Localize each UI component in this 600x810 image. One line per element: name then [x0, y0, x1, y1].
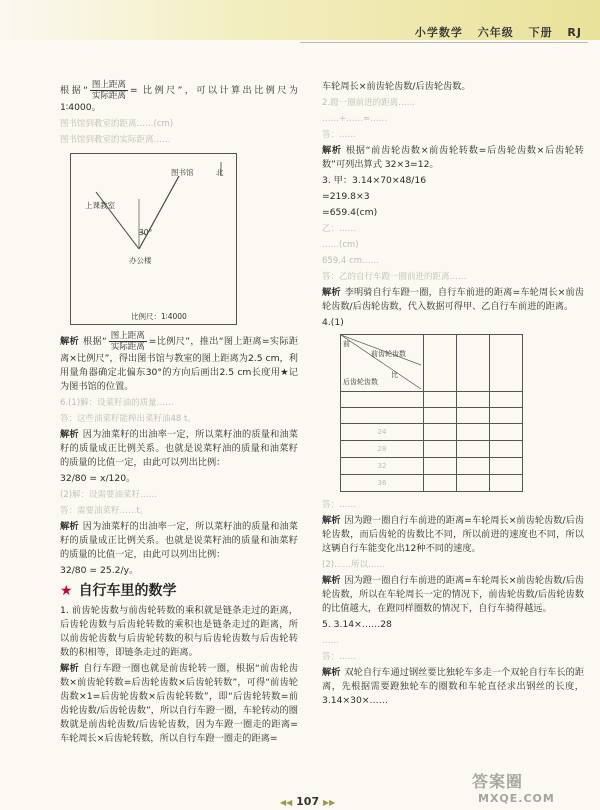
faint-line: 答：乙的自行车蹬一圈前进的距离…… [322, 272, 467, 282]
faint-line: 图书馆到教室的距离……(cm) [60, 119, 174, 129]
page-header [405, 26, 582, 40]
fraction: $\frac{\text{图上距离}}{\text{实际距离}}$ [91, 80, 126, 101]
header-grade: 六年级 [477, 26, 514, 39]
fraction: $\frac{\text{图上距离}}{\text{实际距离}}$ [110, 331, 145, 352]
right-line-5: 5. 3.14×……28 [322, 619, 392, 630]
table-ratio: 比 [391, 371, 398, 379]
right-column [322, 80, 584, 710]
header-term: 下册 [528, 26, 553, 39]
faint-line: …… [322, 636, 339, 646]
star-icon: ★ [60, 583, 73, 599]
right-line-3: =659.4(cm) [322, 207, 378, 218]
table-cell [424, 335, 457, 392]
faint-line: (2)……所以…… [322, 560, 386, 570]
header-edition: RJ [567, 26, 582, 39]
label-north: 北 [216, 168, 224, 177]
faint-line: 答：…… [322, 130, 357, 140]
right-line-4: 4.(1) [322, 317, 344, 328]
section-title: ★ 自行车里的数学 [60, 583, 177, 599]
faint-line: 图书馆到教室的实际距离…… [60, 135, 171, 145]
analysis-r5: 解析 双轮自行车通过钢丝要比独轮车多走一个双轮自行车长的距离，先根据需要蹬独轮车的圈数和车轮直径求出钢丝的长度，3.14×30×…… [322, 667, 585, 706]
analysis-1: 解析 根据“ $\frac{\text{图上距离}}{\text{实际距离}}$ =比例尺”，推出“图上距离=实际距离×比例尺”，得出图书馆与教室的图上距离为2.5 cm，利用量角器确定北偏东30°的方向后画出2.5 cm长度用★记为图书馆的位置。 [60, 331, 299, 392]
analysis-label: 解析 [322, 287, 341, 298]
analysis-label: 解析 [60, 521, 79, 532]
analysis-label: 解析 [60, 663, 80, 674]
prev-arrow-icon: ◀◀ [280, 798, 293, 807]
analysis-3: 解析 因为油菜籽的出油率一定，所以菜籽油的质量和油菜籽的质量成正比例关系。也就是说菜籽油的质量和油菜籽的质量的比值一定，由此可以列出比例： [60, 521, 298, 560]
table-row-label: 28 [341, 441, 424, 458]
left-column [60, 80, 298, 748]
analysis-r2: 解析 李明骑自行车蹬一圈，自行车前进的距离=车轮周长×前齿轮齿数/后齿轮齿数，代入数据可得甲、乙自行车前进的距离。 [322, 287, 584, 312]
analysis-r3: 解析 因为蹬一圈自行车前进的距离=车轮周长×前齿轮齿数/后齿轮齿数，而后齿轮的齿数比不同，所以前进的速度也不同，所以这辆自行车能变化出12种不同的速度。 [322, 515, 584, 554]
right-line-1: 3. 甲：3.14×70×48/16 [322, 175, 427, 186]
analysis-label: 解析 [322, 145, 342, 156]
faint-line: ……÷……≈…… [322, 114, 388, 124]
table-front-teeth: 前齿轮齿数 [371, 350, 406, 358]
table-header-cell [341, 335, 424, 392]
table-cell [490, 335, 523, 392]
faint-line: 6.(1)解：设菜籽油的质量…… [60, 398, 174, 408]
map-lines [71, 154, 236, 324]
faint-line: 答：这些油菜籽能榨出菜籽油48 t。 [60, 414, 196, 424]
watermark: 答案圈 [472, 772, 524, 791]
equation-1: 32/80 = x/120。 [60, 473, 136, 484]
faint-line: ……(cm) [322, 240, 359, 250]
faint-line: 2.蹬一圈前进的距离…… [322, 98, 416, 108]
analysis-label: 解析 [60, 336, 79, 347]
label-library: 图书馆 [171, 168, 194, 177]
faint-line: 乙：…… [322, 224, 357, 234]
label-office: 办公楼 [129, 256, 152, 265]
faint-line: 659.4 cm…… [322, 256, 379, 266]
left-paragraph-2: 1. 前齿轮齿数与前齿轮转数的乘积就是链条走过的距离，后齿轮齿数与后齿轮转数的乘积也是链条走过的距离，所以前齿轮齿数与后齿轮转数的积与后齿轮齿数与后齿轮转数的积相等，即链条走过的距离。 [60, 605, 298, 658]
analysis-label: 解析 [322, 575, 341, 586]
faint-line: 答：需要油菜籽……t。 [60, 506, 149, 516]
table-row-label: 24 [341, 424, 424, 441]
right-line-2: =219.8×3 [322, 191, 370, 202]
next-arrow-icon: ▶▶ [322, 798, 336, 807]
label-scale: 比例尺：1∶4000 [131, 312, 187, 321]
table-rear-teeth: 后齿轮齿数 [343, 378, 378, 386]
analysis-r4: 解析 因为蹬一圈自行车前进的距离=车轮周长×前齿轮齿数/后齿轮齿数，所以在车轮周长一定的情况下，前齿轮齿数/后齿轮齿数的比值越大，在蹬同样圈数的情况下，自行车骑得越远。 [322, 575, 584, 614]
gear-table [340, 334, 523, 492]
analysis-label: 解析 [322, 667, 341, 678]
watermark-url: MXQE.COM [478, 792, 555, 805]
table-row-label: 36 [341, 475, 424, 492]
table-row-label: 32 [341, 458, 424, 475]
header-divider [300, 42, 588, 43]
label-angle: 30° [139, 228, 153, 237]
label-classroom: 上课教室 [85, 201, 115, 210]
faint-line: 答：…… [322, 652, 357, 662]
analysis-label: 解析 [322, 515, 341, 526]
table-row-label [341, 408, 424, 424]
equation-2: 32/80 = 25.2/y。 [60, 565, 139, 576]
table-row-label [341, 392, 424, 408]
left-paragraph-1: 根据“ $\frac{\text{图上距离}}{\text{实际距离}}$ = 比例尺”，可以计算出比例尺为 1∶4000。 [60, 80, 298, 113]
map-diagram [70, 153, 237, 325]
faint-line: 答：…… [322, 500, 357, 510]
analysis-2: 解析 因为油菜籽的出油率一定，所以菜籽油的质量和油菜籽的质量成正比例关系。也就是说菜籽油的质量和油菜籽的质量的比值一定，由此可以列出比例： [60, 429, 298, 468]
analysis-r1: 解析 根据“前齿轮齿数×前齿轮转数=后齿轮齿数×后齿轮转数”可列出算式 32×3=12。 [322, 145, 584, 170]
header-subject: 小学数学 [414, 26, 463, 39]
analysis-label: 解析 [60, 429, 79, 440]
right-line-0: 车轮周长×前齿轮齿数/后齿轮齿数。 [322, 81, 471, 92]
page-number: ◀◀ 107 ▶▶ [280, 795, 336, 808]
table-front: 前 [343, 340, 350, 348]
analysis-4: 解析 自行车蹬一圈也就是前齿轮转一圈，根据“前齿轮齿数×前齿轮转数=后齿轮齿数×后齿轮转数”，可得“前齿轮齿数×1=后齿轮齿数×后齿轮转数”，即“后齿轮转数=前齿轮齿数/后齿轮齿数”，所以自行车蹬一圈，车轮转动的圈数就是前齿轮齿数/后齿轮齿数，因为车蹬一圈走的距离=车轮周长×后齿轮转数，所以自行车蹬一圈走的距离= [60, 663, 298, 744]
faint-line: (2)解：设需要油菜籽…… [60, 490, 158, 500]
table-cell [457, 335, 490, 392]
